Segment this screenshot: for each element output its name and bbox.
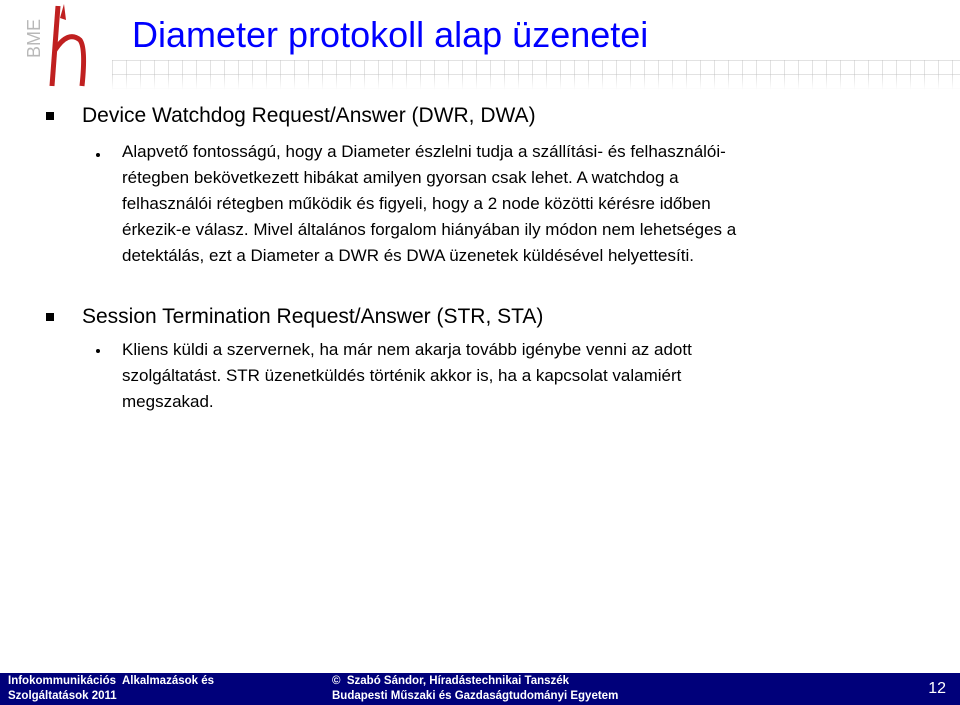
footer-author-line2: Budapesti Műszaki és Gazdaságtudományi Egyetem [332,690,619,702]
square-bullet-icon [46,112,54,120]
title-grid-fade [112,75,960,90]
text-line: érkezik-e válasz. Mivel általános forgalom hiányában ily módon nem lehetséges a [122,220,737,239]
section-heading-str: Session Termination Request/Answer (STR, STA) [82,305,544,328]
dot-bullet-icon [96,153,100,157]
footer-course-line2: Szolgáltatások 2011 [8,690,117,702]
text-line: Alapvető fontosságú, hogy a Diameter észlelni tudja a szállítási- és felhasználói- [122,142,726,161]
bme-logo [0,0,112,90]
footer-course-line1: Infokommunikációs Alkalmazások és [8,675,215,687]
text-line: Kliens küldi a szervernek, ha már nem akarja tovább igénybe venni az adott [122,340,692,359]
text-line: detektálás, ezt a Diameter a DWR és DWA üzenetek küldésével helyettesíti. [122,246,694,265]
footer-author-line1: © Szabó Sándor, Híradástechnikai Tanszék [332,675,570,687]
text-line: megszakad. [122,392,214,411]
dot-bullet-icon [96,349,100,353]
page-number: 12 [928,680,946,697]
section-body-str [122,337,902,415]
square-bullet-icon [46,313,54,321]
text-line: rétegben bekövetkezett hibákat amilyen gyorsan csak lehet. A watchdog a [122,168,679,187]
footer-course [8,674,214,704]
text-line: felhasználói rétegben működik és figyeli, hogy a 2 node közötti kérésre időben [122,194,711,213]
section-body-dwr [122,139,902,269]
section-heading-dwr: Device Watchdog Request/Answer (DWR, DWA) [82,104,536,127]
footer-author [332,674,618,704]
slide-title: Diameter protokoll alap üzenetei [132,14,649,55]
slide-footer [0,673,960,705]
logo-text: BME [24,18,44,58]
text-line: szolgáltatást. STR üzenetküldés történik akkor is, ha a kapcsolat valamiért [122,366,682,385]
